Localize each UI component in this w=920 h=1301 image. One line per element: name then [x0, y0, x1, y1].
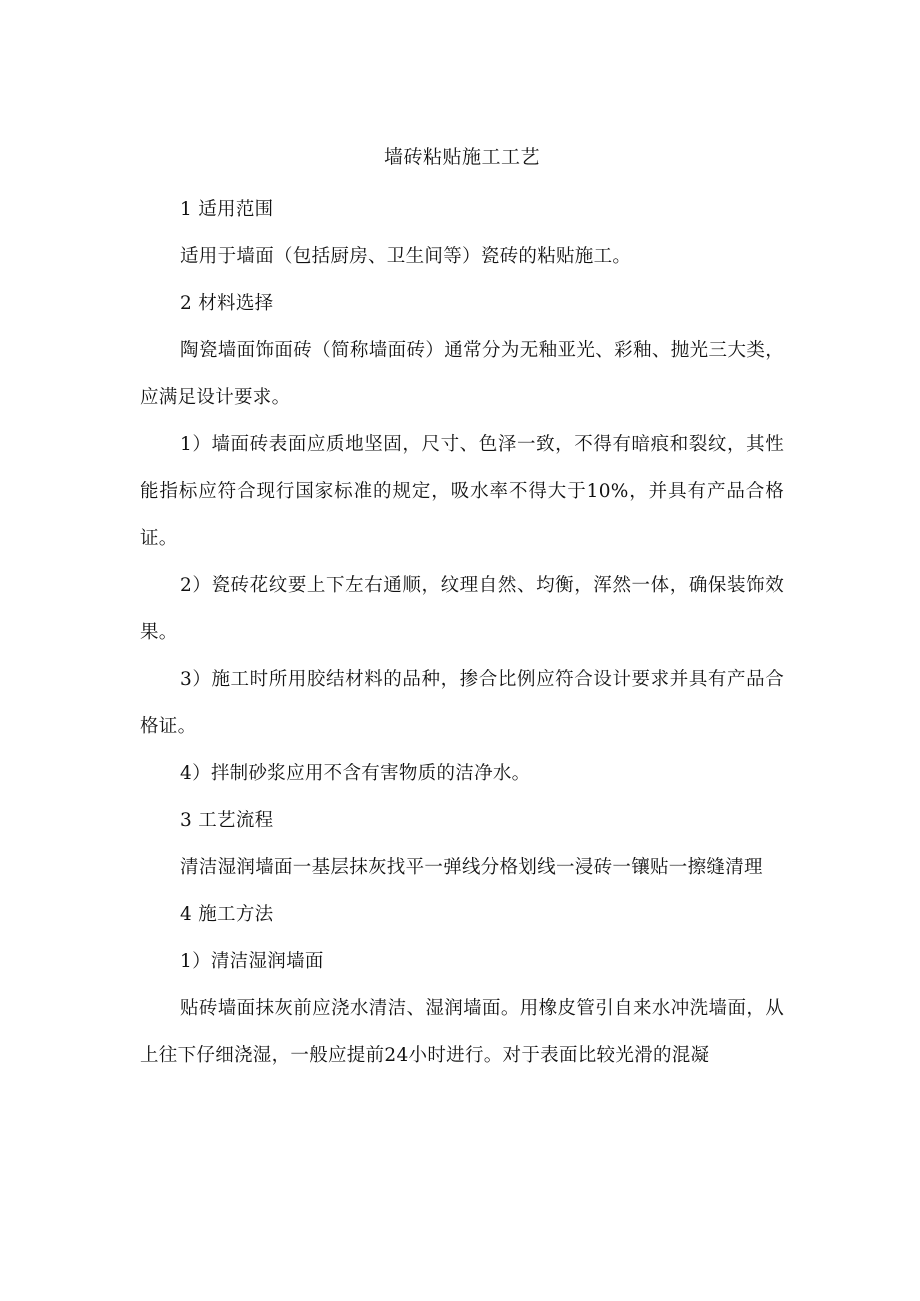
paragraph-clean-wall: 贴砖墙面抹灰前应浇水清洁、湿润墙面。用橡皮管引自来水冲洗墙面，从上往下仔细浇湿，一般应提前24小时进行。对于表面比较光滑的混凝	[140, 998, 784, 1066]
section-heading-scope: 1 适用范围	[180, 199, 274, 220]
document-title: 墙砖粘贴施工工艺	[383, 146, 540, 168]
section-heading-methods: 4 施工方法	[180, 904, 274, 925]
document-body	[140, 142, 784, 1079]
paragraph-materials-intro: 陶瓷墙面饰面砖（简称墙面砖）通常分为无釉亚光、彩釉、抛光三大类，应满足设计要求。	[140, 340, 784, 408]
paragraph-materials-item-2: 2）瓷砖花纹要上下左右通顺，纹理自然、均衡，浑然一体，确保装饰效果。	[140, 575, 784, 643]
paragraph-scope: 适用于墙面（包括厨房、卫生间等）瓷砖的粘贴施工。	[180, 246, 632, 267]
subheading-clean-wall: 1）清洁湿润墙面	[180, 951, 324, 972]
paragraph-materials-item-3: 3）施工时所用胶结材料的品种，掺合比例应符合设计要求并具有产品合格证。	[140, 669, 784, 737]
paragraph-process-flow: 清洁湿润墙面一基层抹灰找平一弹线分格划线一浸砖一镶贴一擦缝清理	[180, 857, 763, 878]
section-heading-process: 3 工艺流程	[180, 810, 274, 831]
section-heading-materials: 2 材料选择	[180, 293, 274, 314]
paragraph-materials-item-4: 4）拌制砂浆应用不含有害物质的洁净水。	[180, 763, 531, 784]
paragraph-materials-item-1: 1）墙面砖表面应质地坚固，尺寸、色泽一致，不得有暗痕和裂纹，其性能指标应符合现行国家标准的规定，吸水率不得大于10%，并具有产品合格证。	[140, 434, 784, 549]
